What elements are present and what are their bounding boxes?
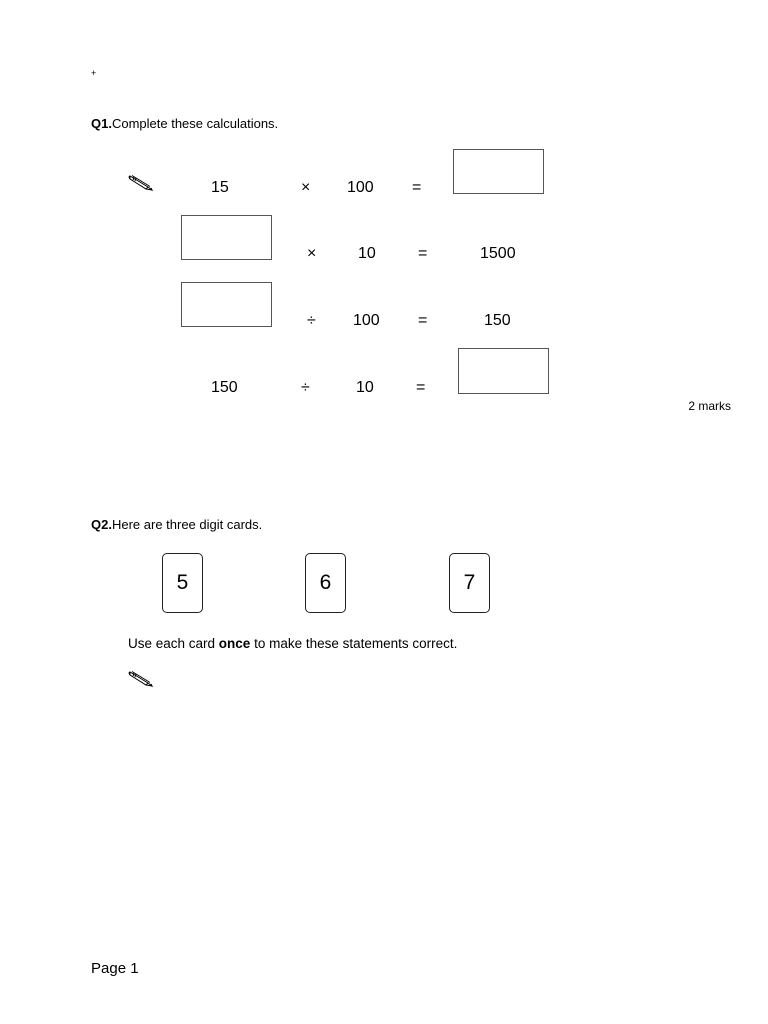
q1-row1-eq: = bbox=[412, 179, 422, 196]
q1-row3-eq: = bbox=[418, 312, 428, 329]
q1-row2-answer-box[interactable] bbox=[181, 215, 272, 260]
q1-heading bbox=[91, 116, 278, 131]
q1-row3-op: ÷ bbox=[307, 312, 316, 329]
q1-row2-b: 10 bbox=[358, 245, 376, 262]
q1-row4-b: 10 bbox=[356, 379, 374, 396]
q1-row2-op: × bbox=[307, 245, 317, 262]
q1-row3-result: 150 bbox=[484, 312, 511, 329]
q2-instruction bbox=[128, 636, 457, 651]
page-number: Page 1 bbox=[91, 960, 139, 977]
q1-row1-answer-box[interactable] bbox=[453, 149, 544, 194]
q1-number: Q1. bbox=[91, 116, 112, 131]
q1-row1-a: 15 bbox=[211, 179, 229, 196]
q1-row3-b: 100 bbox=[353, 312, 380, 329]
q1-row4-op: ÷ bbox=[301, 379, 310, 396]
digit-card-7: 7 bbox=[449, 553, 490, 613]
q1-row4-answer-box[interactable] bbox=[458, 348, 549, 394]
q1-marks: 2 marks bbox=[688, 399, 731, 413]
q2-number: Q2. bbox=[91, 517, 112, 532]
digit-card-6: 6 bbox=[305, 553, 346, 613]
q1-row3-answer-box[interactable] bbox=[181, 282, 272, 327]
q2-instruction-post: to make these statements correct. bbox=[250, 636, 458, 651]
q1-row1-op: × bbox=[301, 179, 311, 196]
q1-text: Complete these calculations. bbox=[111, 116, 279, 131]
pencil-icon bbox=[128, 670, 156, 688]
q1-row4-eq: = bbox=[416, 379, 426, 396]
q2-heading bbox=[91, 517, 262, 532]
page-marker: + bbox=[91, 68, 97, 78]
q1-row4-a: 150 bbox=[211, 379, 238, 396]
digit-card-5: 5 bbox=[162, 553, 203, 613]
q1-row2-eq: = bbox=[418, 245, 428, 262]
q2-instruction-bold: once bbox=[218, 636, 251, 651]
q1-row2-result: 1500 bbox=[480, 245, 516, 262]
pencil-icon bbox=[128, 174, 156, 192]
q2-text: Here are three digit cards. bbox=[111, 517, 263, 532]
q1-row1-b: 100 bbox=[347, 179, 374, 196]
q2-instruction-pre: Use each card bbox=[128, 636, 219, 651]
